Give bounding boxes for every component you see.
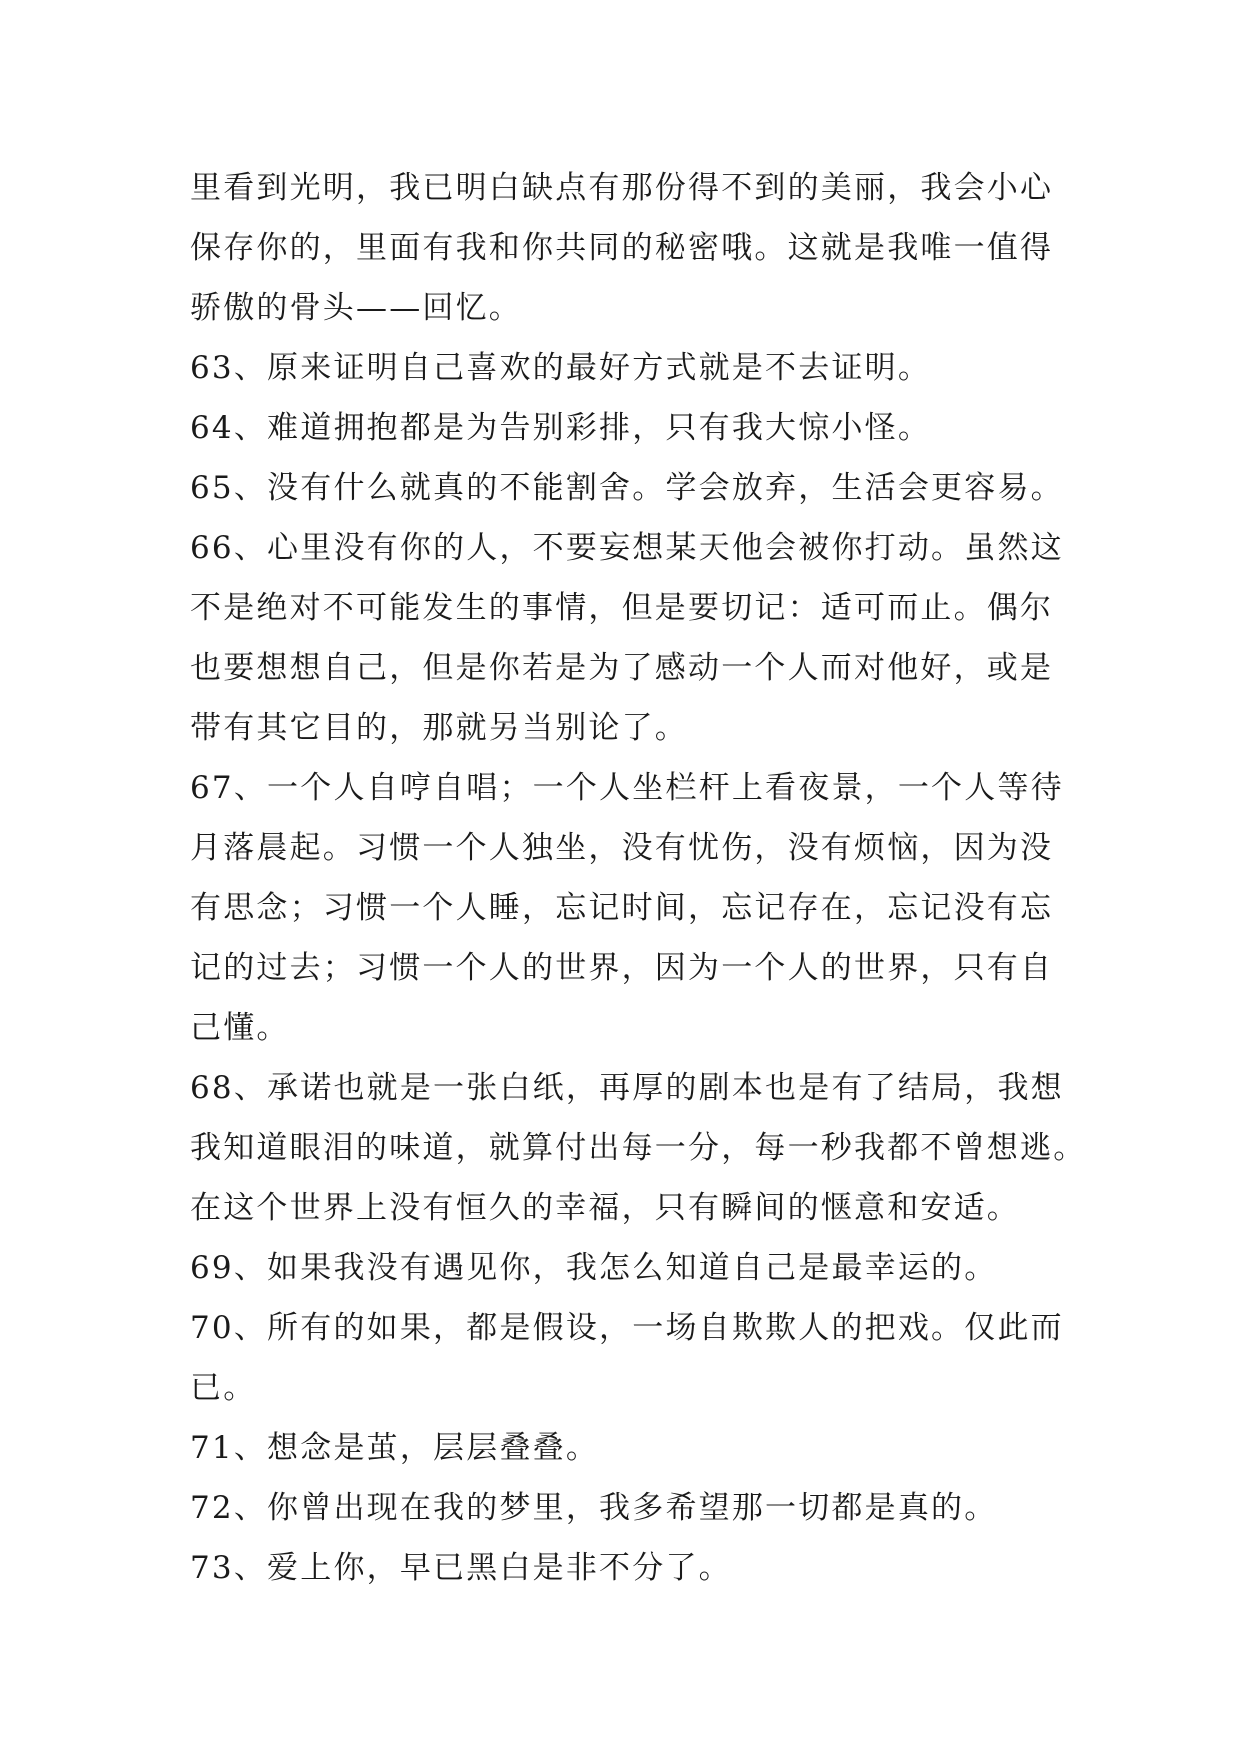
text-line: 69、如果我没有遇见你，我怎么知道自己是最幸运的。 bbox=[190, 1250, 998, 1286]
text-line: 72、你曾出现在我的梦里，我多希望那一切都是真的。 bbox=[190, 1490, 998, 1526]
text-line: 64、难道拥抱都是为告别彩排，只有我大惊小怪。 bbox=[190, 410, 932, 446]
text-line: 71、想念是茧，层层叠叠。 bbox=[190, 1430, 600, 1466]
text-line: 66、心里没有你的人，不要妄想某天他会被你打动。虽然这 bbox=[190, 530, 1064, 566]
text-line: 我知道眼泪的味道，就算付出每一分，每一秒我都不曾想逃。 bbox=[190, 1130, 1087, 1166]
text-line: 67、一个人自哼自唱；一个人坐栏杆上看夜景，一个人等待 bbox=[190, 770, 1064, 806]
text-line: 己懂。 bbox=[190, 1010, 290, 1046]
text-line: 骄傲的骨头——回忆。 bbox=[190, 290, 522, 326]
text-line: 63、原来证明自己喜欢的最好方式就是不去证明。 bbox=[190, 350, 932, 386]
document-body bbox=[190, 158, 1087, 1598]
text-line: 68、承诺也就是一张白纸，再厚的剧本也是有了结局，我想 bbox=[190, 1070, 1064, 1106]
text-line: 73、爱上你，早已黑白是非不分了。 bbox=[190, 1550, 732, 1586]
text-line: 带有其它目的，那就另当别论了。 bbox=[190, 710, 688, 746]
text-line: 已。 bbox=[190, 1370, 257, 1406]
text-line: 有思念；习惯一个人睡，忘记时间，忘记存在，忘记没有忘 bbox=[190, 890, 1054, 926]
text-line: 65、没有什么就真的不能割舍。学会放弃，生活会更容易。 bbox=[190, 470, 1064, 506]
text-line: 里看到光明，我已明白缺点有那份得不到的美丽，我会小心 bbox=[190, 170, 1054, 206]
text-line: 在这个世界上没有恒久的幸福，只有瞬间的惬意和安适。 bbox=[190, 1190, 1020, 1226]
text-line: 保存你的，里面有我和你共同的秘密哦。这就是我唯一值得 bbox=[190, 230, 1054, 266]
text-line: 不是绝对不可能发生的事情，但是要切记：适可而止。偶尔 bbox=[190, 590, 1054, 626]
text-line: 月落晨起。习惯一个人独坐，没有忧伤，没有烦恼，因为没 bbox=[190, 830, 1054, 866]
text-line: 70、所有的如果，都是假设，一场自欺欺人的把戏。仅此而 bbox=[190, 1310, 1064, 1346]
text-line: 也要想想自己，但是你若是为了感动一个人而对他好，或是 bbox=[190, 650, 1054, 686]
text-line: 记的过去；习惯一个人的世界，因为一个人的世界，只有自 bbox=[190, 950, 1054, 986]
